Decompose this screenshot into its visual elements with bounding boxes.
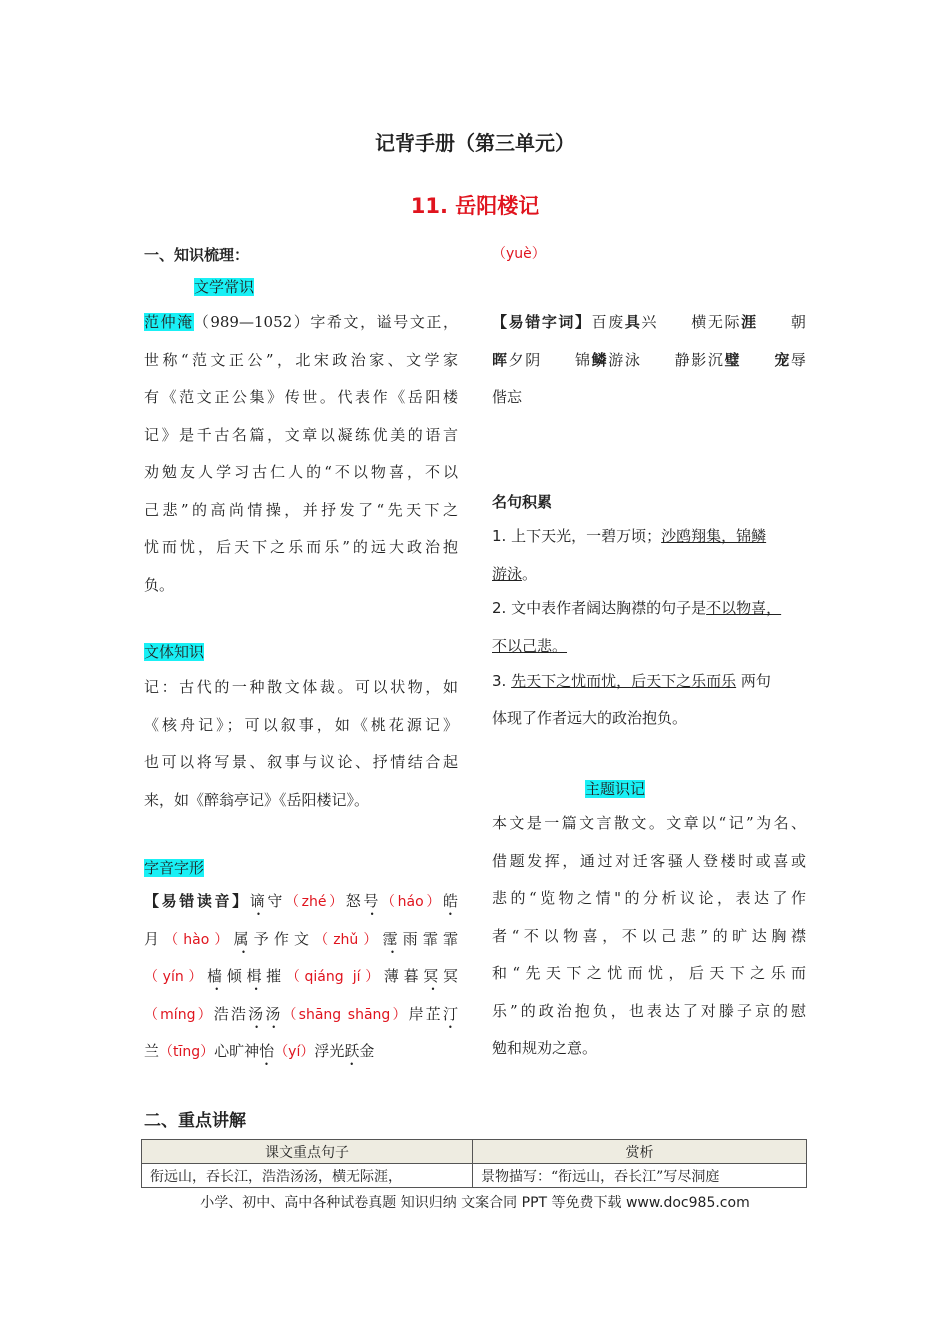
- text-line: [492, 349, 806, 371]
- text-segment: 有《范文正公集》传世。代表作《岳阳楼: [144, 388, 458, 406]
- pinyin: （zhǔ）: [314, 931, 383, 948]
- highlighted-label: 范仲淹: [144, 313, 194, 331]
- text-segment: 皓: [442, 892, 458, 910]
- text-segment: 璧: [724, 350, 742, 369]
- text-line: [492, 887, 806, 909]
- text-segment: 谪: [249, 892, 268, 910]
- highlighted-label: 文学常识: [194, 278, 255, 296]
- text-line: [144, 965, 458, 987]
- footer-text: 小学、初中、高中各种试卷真题 知识归纳 文案合同 PPT 等免费下载 www.doc985.com: [200, 1195, 750, 1211]
- text-segment: 也可以将写景、叙事与议论、抒情结合起: [144, 753, 458, 771]
- text-segment: 摧: [266, 967, 286, 985]
- text-line: [492, 311, 806, 333]
- text-line: [144, 1003, 458, 1025]
- text-segment: 具: [624, 313, 642, 331]
- text-segment: 号: [363, 892, 382, 910]
- text-line: [492, 635, 567, 657]
- pinyin: （zhé）: [285, 894, 346, 910]
- highlighted-label: 文体知识: [144, 643, 205, 661]
- text-line: [144, 536, 458, 558]
- pinyin: （míng）: [144, 1006, 214, 1023]
- text-segment: 记》是千古名篇，文章以凝练优美的语言: [144, 425, 458, 444]
- text-line: [144, 714, 458, 736]
- text-segment: 守: [267, 892, 286, 910]
- text-segment: 《核舟记》；可以叙事，如《桃花源记》: [144, 715, 458, 734]
- text-segment: 不以己悲。: [492, 637, 568, 655]
- text-segment: 【易错字词】: [492, 313, 592, 331]
- text-line: [144, 641, 204, 663]
- pinyin: （yuè）: [492, 246, 546, 262]
- text-segment: 浮光: [314, 1042, 345, 1060]
- text-segment: 体现了作者远大的政治抱负。: [492, 709, 688, 727]
- key-sentences-table: [141, 1139, 807, 1188]
- text-segment: 月: [144, 929, 165, 948]
- text-segment: 2.: [492, 599, 512, 617]
- text-segment: 汤: [248, 1004, 266, 1023]
- text-segment: 悲的“览物之情"的分析议论，表达了作: [492, 889, 806, 907]
- text-segment: 雨霏霏: [402, 929, 458, 948]
- table-cell: 衔远山，吞长江，浩浩汤汤，横无际涯，: [142, 1164, 473, 1188]
- text-line: [144, 676, 458, 698]
- text-line: [492, 850, 806, 872]
- text-line: [492, 962, 806, 984]
- text-segment: 乐”的政治抱负，也表达了对滕子京的慰: [492, 1001, 806, 1020]
- text-line: [492, 1037, 806, 1059]
- highlighted-label: 字音字形: [144, 859, 205, 877]
- text-segment: 心旷神: [214, 1042, 260, 1060]
- text-line: [492, 707, 687, 729]
- text-segment: 倾: [226, 967, 247, 985]
- text-segment: 樯: [207, 967, 227, 985]
- text-line: [144, 311, 458, 333]
- text-segment: 游泳: [492, 565, 523, 583]
- text-segment: 借题发挥，通过对迁客骚人登楼时或喜或: [492, 851, 806, 870]
- text-segment: 本文是一篇文言散文。文章以“记”为名、: [492, 814, 806, 832]
- text-line: [492, 491, 552, 513]
- text-segment: 予作文: [253, 929, 315, 948]
- text-segment: 怒: [345, 892, 364, 910]
- text-segment: 。: [522, 565, 538, 583]
- text-segment: 夕阴 锦: [508, 350, 592, 369]
- text-line: [492, 525, 766, 547]
- text-line: [585, 778, 645, 800]
- text-segment: 晖: [492, 350, 509, 369]
- text-segment: 先天下之忧而忧，后天下之乐而乐: [511, 672, 737, 690]
- text-line: [492, 386, 806, 408]
- text-segment: （989—1052）字希文，谥号文正，: [193, 313, 458, 331]
- text-segment: 汤: [265, 1004, 283, 1023]
- text-segment: 怡: [259, 1042, 275, 1060]
- text-line: [144, 1040, 458, 1062]
- text-line: [492, 812, 806, 834]
- text-segment: 鳞: [591, 350, 609, 369]
- pinyin: （yí）: [274, 1044, 315, 1060]
- pinyin: （qiáng jí）: [285, 969, 384, 985]
- text-line: [144, 424, 458, 446]
- text-segment: 岸芷: [408, 1004, 443, 1023]
- text-segment: 沙鸥翔集，锦鳞: [661, 527, 767, 545]
- text-line: [492, 563, 537, 585]
- text-line: [144, 574, 458, 596]
- text-segment: 记：古代的一种散文体裁。可以状物，如: [144, 678, 458, 696]
- text-segment: 来，如《醉翁亭记》《岳阳楼记》。: [144, 790, 370, 809]
- text-line: [144, 890, 458, 912]
- table-header-row: [142, 1140, 807, 1164]
- column-header: 赏析: [473, 1140, 807, 1164]
- text-line: [144, 928, 458, 950]
- text-line: [144, 751, 458, 773]
- text-segment: 兴 横无际: [641, 313, 742, 331]
- text-line: [144, 789, 458, 811]
- text-line: [492, 670, 771, 692]
- text-segment: 涯: [741, 313, 758, 331]
- text-segment: 朝: [757, 313, 806, 331]
- text-segment: 楫: [246, 967, 267, 985]
- text-segment: 两句: [736, 672, 771, 690]
- text-segment: 薄暮: [383, 967, 424, 985]
- text-segment: 者“不以物喜，不以己悲”的旷达胸襟: [492, 926, 806, 945]
- text-segment: 不以物喜，: [706, 599, 782, 617]
- text-line: [144, 386, 458, 408]
- text-segment: 3.: [492, 672, 512, 690]
- text-segment: 辱: [790, 350, 806, 369]
- text-line: [492, 242, 546, 264]
- text-segment: 劝勉友人学习古仁人的“不以物喜，不以: [144, 463, 458, 481]
- text-line: [144, 499, 458, 521]
- text-line: [492, 925, 806, 947]
- text-segment: 1.: [492, 527, 512, 545]
- text-segment: 冥: [442, 967, 458, 985]
- text-segment: 名句积累: [492, 493, 553, 511]
- text-segment: 游泳 静影沉: [608, 350, 725, 369]
- text-segment: 【易错读音】: [144, 892, 250, 910]
- text-segment: 和“先天下之忧而忧，后天下之乐而: [492, 964, 806, 982]
- pinyin: （yín）: [144, 969, 208, 985]
- text-segment: [741, 351, 774, 369]
- text-segment: 偕忘: [492, 388, 523, 406]
- pinyin: （háo）: [381, 894, 443, 910]
- text-segment: 负。: [144, 575, 175, 594]
- text-line: [492, 1000, 806, 1022]
- text-segment: 己悲”的高尚情操，并抒发了“先天下之: [144, 500, 458, 519]
- page-title: 记背手册（第三单元）: [375, 131, 575, 155]
- text-line: [144, 857, 204, 879]
- text-segment: 兰: [144, 1042, 160, 1060]
- text-segment: 属: [233, 929, 254, 948]
- text-segment: 世称“范文正公”，北宋政治家、文学家: [144, 350, 458, 369]
- text-line: [492, 597, 781, 619]
- table-row: [142, 1164, 807, 1188]
- lesson-title: 11. 岳阳楼记: [410, 194, 540, 218]
- text-segment: 文中表作者阔达胸襟的句子是: [511, 599, 707, 617]
- pinyin: （tīng）: [159, 1044, 215, 1060]
- text-segment: 勉和规劝之意。: [492, 1039, 598, 1057]
- text-segment: 冥: [423, 967, 443, 985]
- text-line: [194, 276, 254, 298]
- text-segment: 百废: [591, 313, 625, 331]
- pinyin: （shāng shāng）: [282, 1006, 409, 1023]
- pinyin: （hào）: [164, 931, 234, 948]
- text-segment: 浩浩: [213, 1004, 249, 1023]
- column-header: 课文重点句子: [142, 1140, 473, 1164]
- text-line: [144, 461, 458, 483]
- section-heading-knowledge: 一、知识梳理：: [144, 246, 250, 264]
- section-heading-key-points: 二、重点讲解: [144, 1111, 246, 1131]
- text-segment: 忧而忧，后天下之乐而乐”的远大政治抱: [144, 538, 458, 556]
- text-segment: 宠: [774, 350, 791, 369]
- text-segment: 汀: [442, 1004, 458, 1023]
- highlighted-label: 主题识记: [585, 780, 646, 798]
- table-cell: 景物描写：“衔远山，吞长江”写尽洞庭: [473, 1164, 807, 1188]
- text-segment: 霪: [382, 929, 403, 948]
- text-segment: 金: [359, 1042, 375, 1060]
- text-segment: 跃: [344, 1042, 360, 1060]
- text-segment: 上下天光，一碧万顷；: [511, 527, 662, 545]
- text-line: [144, 349, 458, 371]
